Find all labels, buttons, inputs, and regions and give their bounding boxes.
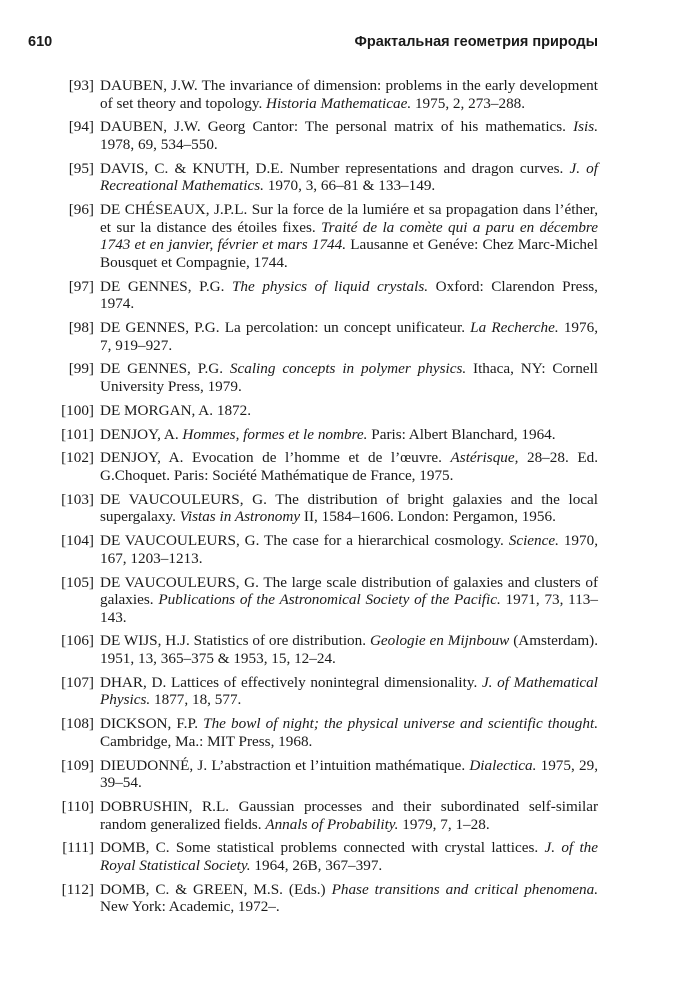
running-title: Фрактальная геометрия природы bbox=[354, 34, 598, 50]
reference-details: 1877, 18, 577. bbox=[150, 691, 242, 709]
reference-list bbox=[28, 77, 598, 922]
reference-text: DE VAUCOULEURS, G. The case for a hierarchical cosmology. bbox=[100, 532, 509, 550]
reference-title: Publications of the Astronomical Society of the Pacific. bbox=[158, 591, 501, 609]
reference-number: [103] bbox=[61, 490, 94, 508]
reference-title: Science. bbox=[508, 532, 559, 550]
reference-number: [100] bbox=[61, 401, 94, 419]
reference-entry bbox=[28, 574, 598, 627]
reference-details: Lausanne et Genéve: Chez Marc-Michel Bousquet et Compagnie, 1744. bbox=[100, 236, 598, 271]
reference-entry bbox=[28, 674, 598, 709]
reference-details: Ithaca, NY: Cornell University Press, 1979. bbox=[100, 360, 598, 396]
reference-number: [97] bbox=[68, 277, 94, 295]
reference-details: 1964, 26B, 367–397. bbox=[250, 856, 383, 874]
reference-text: DENJOY, A. Evocation de l’homme et de l’œuvre. bbox=[100, 449, 451, 467]
reference-number: [96] bbox=[68, 201, 94, 219]
reference-details: II, 1584–1606. London: Pergamon, 1956. bbox=[300, 508, 556, 526]
reference-details: 1976, 7, 919–927. bbox=[100, 319, 599, 354]
reference-text: DIEUDONNÉ, J. L’abstraction et l’intuition mathématique. bbox=[100, 756, 470, 774]
reference-details: 1971, 73, 113–143. bbox=[100, 591, 598, 626]
reference-title: La Recherche. bbox=[470, 319, 559, 337]
reference-entry bbox=[28, 118, 598, 153]
reference-entry bbox=[28, 77, 598, 112]
reference-text: DENJOY, A. bbox=[100, 425, 183, 443]
page-number: 610 bbox=[28, 34, 53, 50]
reference-title: Astérisque, bbox=[450, 449, 519, 467]
reference-text: DAVIS, C. & KNUTH, D.E. Number representations and dragon curves. bbox=[100, 159, 570, 177]
reference-number: [104] bbox=[61, 532, 94, 550]
reference-number: [93] bbox=[68, 77, 94, 94]
reference-number: [111] bbox=[62, 839, 94, 857]
reference-text: DICKSON, F.P. bbox=[100, 715, 204, 733]
reference-text: DE GENNES, P.G. bbox=[100, 360, 230, 378]
reference-details: (Amsterdam). 1951, 13, 365–375 & 1953, 15, 12–24. bbox=[100, 632, 598, 668]
reference-title: Isis. bbox=[573, 118, 598, 136]
reference-number: [105] bbox=[61, 573, 94, 591]
reference-entry bbox=[28, 715, 598, 750]
reference-number: [112] bbox=[61, 880, 94, 898]
reference-entry bbox=[28, 798, 598, 833]
reference-text: DAUBEN, J.W. Georg Cantor: The personal matrix of his mathematics. bbox=[100, 118, 574, 136]
reference-text: DE MORGAN, A. 1872. bbox=[100, 401, 252, 419]
reference-title: Annals of Probability. bbox=[265, 815, 399, 833]
reference-title: Dialectica. bbox=[469, 756, 537, 774]
reference-details: 1978, 69, 534–550. bbox=[100, 135, 218, 153]
reference-entry bbox=[28, 360, 598, 395]
reference-details: 1970, 167, 1203–1213. bbox=[100, 532, 598, 567]
reference-details: Cambridge, Ma.: MIT Press, 1968. bbox=[100, 732, 313, 750]
reference-entry bbox=[28, 201, 598, 271]
reference-text: DE VAUCOULEURS, G. The large scale distribution of galaxies and clusters of galaxies. bbox=[100, 573, 598, 609]
reference-number: [94] bbox=[68, 118, 94, 136]
reference-details: 28–28. Ed. G.Choquet. Paris: Société Mathématique de France, 1975. bbox=[100, 449, 599, 484]
reference-number: [99] bbox=[68, 360, 94, 378]
reference-title: Hommes, formes et le nombre. bbox=[182, 425, 368, 443]
reference-details: 1975, 2, 273–288. bbox=[411, 94, 526, 112]
page-header bbox=[28, 34, 598, 58]
reference-number: [107] bbox=[61, 673, 94, 691]
reference-number: [110] bbox=[61, 797, 94, 815]
reference-entry bbox=[28, 839, 598, 874]
reference-entry bbox=[28, 532, 598, 567]
reference-text: DE VAUCOULEURS, G. The distribution of bright galaxies and the local supergalaxy. bbox=[100, 490, 598, 526]
reference-title: J. of the Royal Statistical Society. bbox=[100, 839, 599, 874]
reference-entry bbox=[28, 278, 598, 313]
reference-entry bbox=[28, 491, 598, 526]
reference-title: Historia Mathematicae. bbox=[266, 94, 412, 112]
reference-details: 1970, 3, 66–81 & 133–149. bbox=[263, 177, 436, 195]
reference-title: Vistas in Astronomy bbox=[179, 508, 301, 526]
reference-text: DOMB, C. Some statistical problems connected with crystal lattices. bbox=[100, 839, 545, 857]
reference-entry bbox=[28, 632, 598, 667]
reference-details: 1979, 7, 1–28. bbox=[398, 815, 490, 833]
reference-title: The bowl of night; the physical universe and scientific thought. bbox=[203, 715, 598, 733]
reference-entry bbox=[28, 881, 598, 916]
reference-title: Geologie en Mijnbouw bbox=[369, 632, 510, 650]
reference-title: Scaling concepts in polymer physics. bbox=[229, 360, 467, 378]
reference-entry bbox=[28, 426, 598, 444]
reference-number: [109] bbox=[61, 756, 94, 774]
reference-entry bbox=[28, 160, 598, 195]
reference-text: DE GENNES, P.G. La percolation: un concept unificateur. bbox=[100, 319, 471, 337]
reference-entry bbox=[28, 402, 598, 420]
reference-title: J. of Mathematical Physics. bbox=[100, 673, 598, 709]
reference-text: DE CHÉSEAUX, J.P.L. Sur la force de la lumiére et sa propagation dans l’éther, et sur la distance des étoiles fixes. bbox=[100, 201, 598, 236]
reference-text: DOMB, C. & GREEN, M.S. (Eds.) bbox=[100, 880, 332, 898]
reference-number: [108] bbox=[61, 715, 94, 733]
reference-title: The physics of liquid crystals. bbox=[231, 277, 429, 295]
reference-text: DOBRUSHIN, R.L. Gaussian processes and their subordinated self-similar random generalized fields. bbox=[100, 797, 598, 833]
reference-number: [101] bbox=[61, 425, 94, 443]
reference-text: DE GENNES, P.G. bbox=[100, 277, 232, 295]
reference-entry bbox=[28, 319, 598, 354]
reference-text: DAUBEN, J.W. The invariance of dimension: problems in the early development of set theory and topology. bbox=[100, 77, 598, 112]
reference-details: Paris: Albert Blanchard, 1964. bbox=[367, 425, 556, 443]
reference-text: DHAR, D. Lattices of effectively nonintegral dimensionality. bbox=[100, 673, 482, 691]
reference-number: [102] bbox=[61, 449, 94, 467]
reference-number: [98] bbox=[68, 319, 94, 337]
reference-title: Traité de la comète qui a paru en décembre 1743 et en janvier, février et mars 1744. bbox=[100, 218, 599, 254]
reference-entry bbox=[28, 449, 598, 484]
reference-details: 1975, 29, 39–54. bbox=[100, 756, 598, 792]
reference-number: [95] bbox=[68, 159, 94, 177]
reference-text: DE WIJS, H.J. Statistics of ore distribution. bbox=[100, 632, 370, 650]
reference-details: New York: Academic, 1972–. bbox=[100, 898, 280, 916]
reference-title: J. of Recreational Mathematics. bbox=[100, 159, 598, 195]
reference-number: [106] bbox=[61, 632, 94, 650]
reference-entry bbox=[28, 757, 598, 792]
reference-details: Oxford: Clarendon Press, 1974. bbox=[100, 277, 598, 313]
reference-title: Phase transitions and critical phenomena. bbox=[331, 880, 599, 898]
